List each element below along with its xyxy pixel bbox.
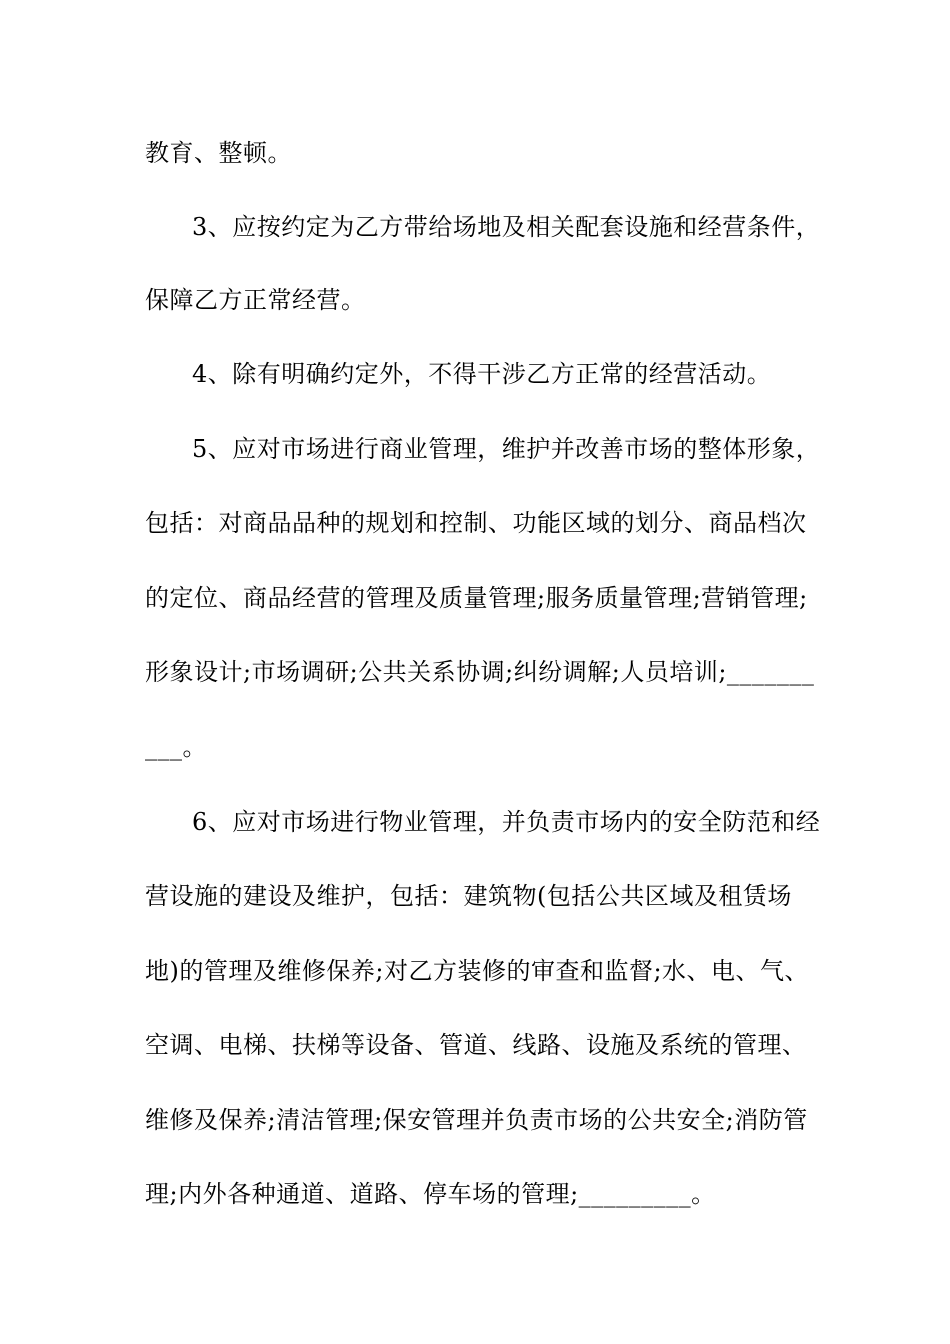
clause-4-line: 4、除有明确约定外，不得干涉乙方正常的经营活动。 (192, 360, 772, 388)
text-line: 形象设计;市场调研;公共关系协调;纠纷调解;人员培训;_______ (145, 658, 815, 686)
clause-6-line: 6、应对市场进行物业管理，并负责市场内的安全防范和经 (192, 808, 821, 836)
clause-5-line: 5、应对市场进行商业管理，维护并改善市场的整体形象， (192, 435, 821, 463)
text-line: 包括：对商品品种的规划和控制、功能区域的划分、商品档次 (145, 509, 807, 537)
text-line: 理;内外各种通道、道路、停车场的管理;_________。 (145, 1180, 716, 1208)
text-line: 营设施的建设及维护，包括：建筑物(包括公共区域及租赁场 (145, 882, 792, 910)
text-line: 维修及保养;清洁管理;保安管理并负责市场的公共安全;消防管 (145, 1106, 808, 1134)
clause-3-line: 3、应按约定为乙方带给场地及相关配套设施和经营条件， (192, 213, 821, 241)
text-line: ___。 (145, 733, 207, 761)
text-line: 教育、整顿。 (145, 139, 292, 167)
text-line: 的定位、商品经营的管理及质量管理;服务质量管理;营销管理; (145, 584, 808, 612)
text-line: 地)的管理及维修保养;对乙方装修的审查和监督;水、电、气、 (145, 957, 810, 985)
text-line: 保障乙方正常经营。 (145, 286, 366, 314)
text-line: 空调、电梯、扶梯等设备、管道、线路、设施及系统的管理、 (145, 1031, 807, 1059)
